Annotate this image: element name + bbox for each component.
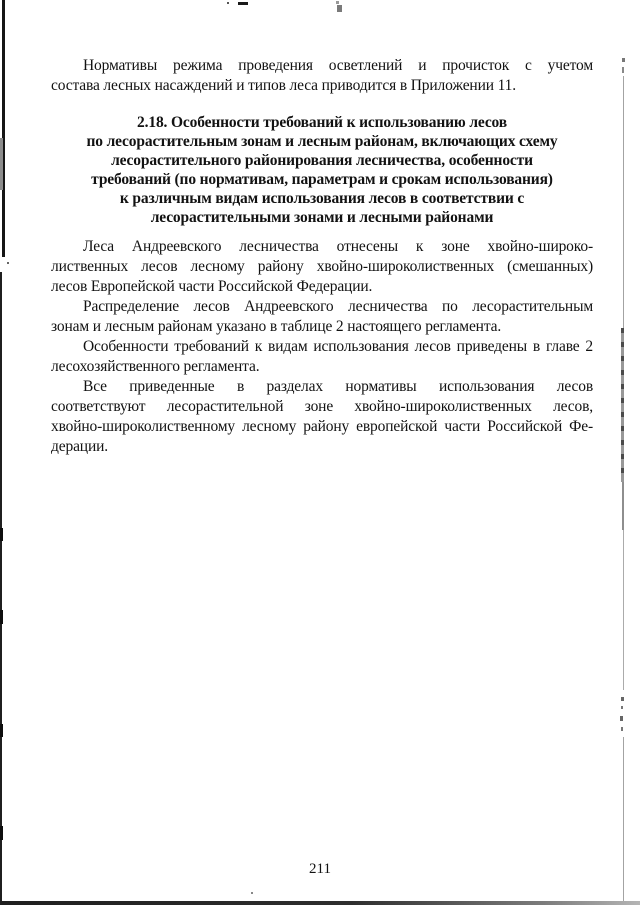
text-line: Особенности требований к видам использования лесов приведены в главе 2 — [83, 338, 593, 355]
scan-speck — [227, 2, 229, 4]
scan-edge-left-blob — [0, 528, 3, 541]
text-line: требований (по нормативам, параметрам и срокам использования) — [91, 171, 553, 188]
text-line: к различным видам использования лесов в соответствии с — [119, 190, 525, 207]
text-line: лесохозяйственного регламента. — [51, 358, 260, 375]
text-line: лиственных лесов лесному району хвойно-широколиственных (смешанных) — [51, 258, 593, 275]
text-line: лесов Европейской части Российской Федерации. — [51, 278, 373, 295]
intro-paragraph — [51, 56, 593, 96]
scan-edge-left-dark — [2, 0, 5, 257]
text-line: соответствуют лесорастительной зоне хвойно-широколиственных лесов, — [51, 398, 593, 415]
scan-edge-right-dash — [621, 727, 623, 731]
scan-edge-right-dashes — [621, 328, 624, 482]
text-line: Леса Андреевского лесничества отнесены к зоне хвойно-широко- — [83, 238, 593, 255]
scan-edge-right-dash — [622, 58, 625, 62]
scan-edge-right-dash — [621, 697, 624, 701]
text-line: состава лесных насаждений и типов леса приводится в Приложении 11. — [51, 77, 516, 94]
text-line: зонам и лесным районам указано в таблице 2 настоящего регламента. — [51, 318, 502, 335]
document-content — [51, 56, 593, 457]
scan-edge-left-blob — [0, 610, 3, 624]
section-heading-2-18 — [51, 113, 593, 227]
scan-edge-left-blob — [0, 724, 3, 737]
scan-edge-right-dash — [622, 67, 624, 73]
text-line: лесорастительными зонами и лесными районами — [150, 209, 494, 226]
text-line: по лесорастительным зонам и лесным районам, включающих схему — [86, 133, 558, 150]
text-line: лесорастительного районирования лесничества, особенности — [111, 152, 533, 169]
scan-speck — [336, 1, 339, 4]
scan-edge-left-thin — [0, 272, 2, 905]
body-paragraph-features — [51, 337, 593, 377]
text-line: 2.18. Особенности требований к использованию лесов — [137, 114, 507, 131]
scan-edge-bottom-line — [0, 901, 640, 905]
scan-speck — [7, 262, 9, 264]
body-paragraph-distribution — [51, 297, 593, 337]
text-line: хвойно-широколиственному лесному району европейской части Российской Фе- — [51, 418, 593, 435]
text-line: Нормативы режима проведения осветлений и прочисток с учетом — [83, 57, 593, 74]
scan-edge-right-line — [623, 76, 624, 328]
text-line: дерации. — [51, 438, 108, 455]
scan-speck — [337, 5, 342, 12]
scan-edge-left-smudge — [0, 138, 3, 190]
body-paragraph-normatives — [51, 377, 593, 457]
scan-edge-right-dash — [621, 706, 623, 709]
scan-speck — [251, 892, 253, 894]
scan-edge-left-blob — [0, 826, 3, 840]
scan-edge-right-line — [622, 482, 624, 530]
scan-edge-right-dash — [620, 716, 623, 721]
scan-edge-right-line — [623, 737, 624, 905]
page-number: 211 — [309, 861, 331, 877]
scan-edge-right-line — [623, 530, 624, 690]
text-line: Все приведенные в разделах нормативы использования лесов — [83, 378, 593, 395]
text-line: Распределение лесов Андреевского лесничества по лесорастительным — [83, 298, 593, 315]
body-paragraph-zone — [51, 237, 593, 297]
scan-speck — [238, 2, 248, 5]
